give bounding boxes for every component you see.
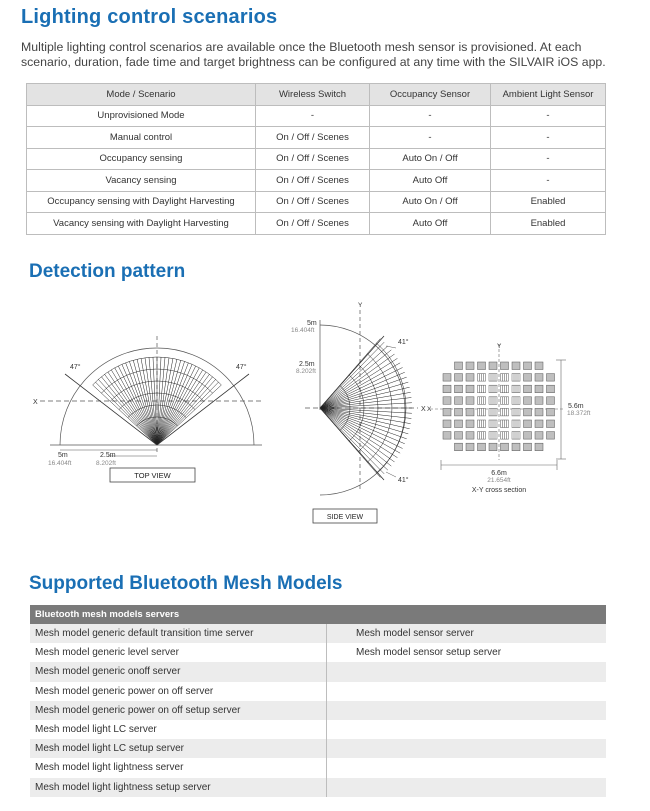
- side-view-y-label: Y: [358, 302, 363, 309]
- top-view-fan-ray: [108, 372, 157, 445]
- cross-section-zone: [443, 420, 451, 428]
- table-cell: Vacancy sensing with Daylight Harvesting: [27, 213, 256, 235]
- side-view-x-label: X: [421, 406, 426, 413]
- cross-section-diagram: [430, 344, 566, 470]
- top-view-angle-left: 47°: [70, 364, 81, 371]
- cross-section-width-ft: 21.654ft: [487, 477, 511, 484]
- cross-section-x-label: X: [427, 406, 432, 413]
- cross-section-zone: [547, 385, 555, 393]
- cross-section-zone: [455, 420, 463, 428]
- side-view-fan-ray: [320, 377, 407, 408]
- table-cell: -: [491, 148, 606, 170]
- top-view-fan-ray: [157, 379, 216, 445]
- table-cell: [327, 758, 606, 777]
- table-cell: Mesh model light LC setup server: [30, 739, 327, 758]
- cross-section-zone: [443, 432, 451, 440]
- table-cell: Mesh model sensor setup server: [356, 647, 502, 659]
- cross-section-caption: X-Y cross section: [471, 487, 527, 494]
- table-cell: Vacancy sensing: [27, 170, 256, 192]
- cross-section-zone: [455, 385, 463, 393]
- detection-pattern-diagram: [0, 292, 650, 532]
- cross-section-zone: [524, 385, 532, 393]
- cross-section-zone: [535, 374, 543, 382]
- header-ambient-light-sensor: Ambient Light Sensor: [491, 84, 606, 106]
- table-cell: -: [370, 105, 491, 127]
- cross-section-zone: [547, 420, 555, 428]
- side-view-angle-top-leader: [386, 346, 396, 348]
- table-row: [27, 170, 606, 192]
- top-view-x-label: X: [33, 399, 38, 406]
- side-view-fan-ray: [320, 387, 410, 408]
- side-view-fan-ray: [320, 408, 403, 449]
- cross-section-width-m: 6.6m: [491, 470, 507, 477]
- cross-section-zone: [443, 374, 451, 382]
- table-header-row: [27, 84, 606, 106]
- table-cell: On / Off / Scenes: [256, 213, 370, 235]
- table-cell: Mesh model generic onoff server: [30, 662, 327, 681]
- cross-section-zone: [466, 443, 474, 451]
- cross-section-zone: [524, 397, 532, 405]
- top-view-angle-right: 47°: [236, 364, 247, 371]
- side-view-2p5m-ft: 8.202ft: [296, 368, 316, 375]
- table-cell: -: [491, 170, 606, 192]
- cross-section-zone: [489, 443, 497, 451]
- table-row: [27, 191, 606, 213]
- table-row: [30, 682, 606, 701]
- side-view-fan-ray: [320, 367, 403, 408]
- side-view-5m: 5m: [307, 320, 317, 327]
- table-cell: Enabled: [491, 213, 606, 235]
- table-cell: On / Off / Scenes: [256, 191, 370, 213]
- side-view-angle-top: 41°: [398, 339, 409, 346]
- top-view-fan-ray: [95, 382, 157, 445]
- side-view-diagram: [305, 310, 418, 495]
- cross-section-zone: [547, 397, 555, 405]
- table-cell: [327, 778, 606, 797]
- cross-section-zone: [478, 362, 486, 370]
- cross-section-zone: [466, 362, 474, 370]
- table-row: [27, 127, 606, 149]
- table-cell: Mesh model generic power on off setup server: [30, 701, 327, 720]
- header-wireless-switch: Wireless Switch: [256, 84, 370, 106]
- table-row: [30, 624, 606, 643]
- cross-section-zone: [535, 397, 543, 405]
- table-row: [30, 701, 606, 720]
- table-row: [27, 213, 606, 235]
- top-view-diagram: [40, 336, 264, 456]
- table-cell: Mesh model light lightness setup server: [30, 778, 327, 797]
- table-cell: [327, 739, 606, 758]
- top-view-fan-ray: [133, 360, 157, 445]
- table-cell: -: [491, 105, 606, 127]
- cross-section-zone: [478, 443, 486, 451]
- top-view-fan-ray: [101, 377, 157, 445]
- cross-section-zone: [512, 362, 520, 370]
- table-cell: Auto Off: [370, 213, 491, 235]
- cross-section-zone: [524, 362, 532, 370]
- cross-section-zone: [443, 397, 451, 405]
- cross-section-y-label: Y: [497, 343, 502, 350]
- top-view-2p5m-ft: 8.202ft: [96, 460, 116, 467]
- table-cell: On / Off / Scenes: [256, 170, 370, 192]
- cross-section-zone: [455, 374, 463, 382]
- table-row: [30, 758, 606, 777]
- table-cell: Mesh model light LC server: [30, 720, 327, 739]
- cross-section-zone: [524, 420, 532, 428]
- table-row: [27, 105, 606, 127]
- cross-section-zone: [547, 432, 555, 440]
- table-cell: Unprovisioned Mode: [27, 105, 256, 127]
- cross-section-zone: [501, 362, 509, 370]
- side-view-fan-ray: [320, 408, 388, 470]
- cross-section-zone: [443, 408, 451, 416]
- table-cell: Mesh model generic default transition time server: [30, 624, 327, 643]
- table-cell: On / Off / Scenes: [256, 127, 370, 149]
- cross-section-height-ft: 18.372ft: [567, 410, 591, 417]
- table-cell: [327, 701, 606, 720]
- table-cell: Mesh model sensor server: [356, 628, 474, 639]
- cross-section-zone: [466, 397, 474, 405]
- side-view-2p5m: 2.5m: [299, 361, 315, 368]
- mesh-models-table: [30, 605, 606, 797]
- side-view-fan-ray: [320, 354, 394, 408]
- cross-section-zone: [535, 443, 543, 451]
- table-cell: -: [256, 105, 370, 127]
- side-view-angle-bottom-leader: [386, 472, 396, 477]
- side-view-fan-ray: [320, 408, 391, 466]
- cross-section-zone: [524, 408, 532, 416]
- cross-section-zone: [535, 420, 543, 428]
- table-cell: Mesh model generic power on off server: [30, 682, 327, 701]
- table-cell: Auto On / Off: [370, 191, 491, 213]
- top-view-fan-ray: [157, 382, 219, 445]
- cross-section-zone: [547, 408, 555, 416]
- mesh-title: Supported Bluetooth Mesh Models: [29, 573, 343, 594]
- table-cell: [327, 662, 606, 681]
- scenarios-title: Lighting control scenarios: [21, 6, 278, 28]
- cross-section-zone: [501, 443, 509, 451]
- top-view-fan-ray: [157, 372, 206, 445]
- scenarios-intro: Multiple lighting control scenarios are available once the Bluetooth mesh sensor is provisioned. At each scenario, duration, fade time and target brightness can be configured at any time with the SILVAIR iOS app.: [21, 40, 606, 69]
- side-view-fan-ray: [320, 408, 394, 462]
- side-view-fan-ray: [320, 408, 410, 429]
- table-row: [30, 778, 606, 797]
- table-cell: Occupancy sensing with Daylight Harvesting: [27, 191, 256, 213]
- table-cell: -: [491, 127, 606, 149]
- top-view-fan-ray: [157, 360, 181, 445]
- cross-section-zone: [466, 385, 474, 393]
- side-view-caption: SIDE VIEW: [326, 514, 364, 521]
- cross-section-zone: [547, 374, 555, 382]
- table-cell: [327, 682, 606, 701]
- top-view-2p5m: 2.5m: [100, 452, 116, 459]
- top-view-fan-ray: [157, 368, 199, 445]
- table-cell: [327, 720, 606, 739]
- cross-section-zone: [443, 385, 451, 393]
- top-view-5m-ft: 16.404ft: [48, 460, 72, 467]
- header-occupancy-sensor: Occupancy Sensor: [370, 84, 491, 106]
- cross-section-zone: [524, 374, 532, 382]
- cross-section-zone: [524, 443, 532, 451]
- table-row: [30, 739, 606, 758]
- table-cell: Enabled: [491, 191, 606, 213]
- cross-section-zone: [466, 420, 474, 428]
- cross-section-zone: [466, 432, 474, 440]
- mesh-table-header: Bluetooth mesh models servers: [30, 605, 606, 624]
- side-view-fan-ray: [320, 350, 391, 408]
- cross-section-zone: [455, 362, 463, 370]
- cross-section-zone: [455, 408, 463, 416]
- cross-section-zone: [466, 408, 474, 416]
- side-view-fan-ray: [320, 342, 384, 408]
- table-cell: -: [370, 127, 491, 149]
- table-row: [30, 643, 606, 662]
- cross-section-zone: [455, 443, 463, 451]
- side-view-angle-bottom: 41°: [398, 477, 409, 484]
- side-view-fan-ray: [320, 408, 384, 474]
- top-view-caption: TOP VIEW: [134, 471, 171, 480]
- table-row: [30, 720, 606, 739]
- cross-section-zone: [524, 432, 532, 440]
- cross-section-zone: [455, 432, 463, 440]
- cross-section-zone: [489, 362, 497, 370]
- table-cell: On / Off / Scenes: [256, 148, 370, 170]
- cross-section-height-m: 5.6m: [568, 403, 584, 410]
- table-cell: Occupancy sensing: [27, 148, 256, 170]
- table-row: [27, 148, 606, 170]
- cross-section-zone: [535, 432, 543, 440]
- cross-section-zone: [535, 408, 543, 416]
- table-cell: Auto Off: [370, 170, 491, 192]
- side-view-5m-ft: 16.404ft: [291, 327, 315, 334]
- top-view-fan-ray: [98, 379, 157, 445]
- side-view-fan-ray: [320, 346, 388, 408]
- cross-section-zone: [535, 362, 543, 370]
- side-view-fan-ray: [320, 408, 407, 439]
- table-cell: Mesh model light lightness server: [30, 758, 327, 777]
- cross-section-zone: [466, 374, 474, 382]
- cross-section-zone: [455, 397, 463, 405]
- table-cell: Auto On / Off: [370, 148, 491, 170]
- header-mode: Mode / Scenario: [27, 84, 256, 106]
- top-view-fan-ray: [157, 377, 213, 445]
- cross-section-zone: [535, 385, 543, 393]
- cross-section-zone: [512, 443, 520, 451]
- scenarios-table: [26, 83, 606, 235]
- table-cell: Mesh model generic level server: [30, 643, 327, 662]
- top-view-5m: 5m: [58, 452, 68, 459]
- side-view-fan: [320, 339, 412, 478]
- detection-title: Detection pattern: [29, 261, 186, 282]
- table-cell: Manual control: [27, 127, 256, 149]
- top-view-fan-ray: [115, 368, 157, 445]
- table-row: [30, 662, 606, 681]
